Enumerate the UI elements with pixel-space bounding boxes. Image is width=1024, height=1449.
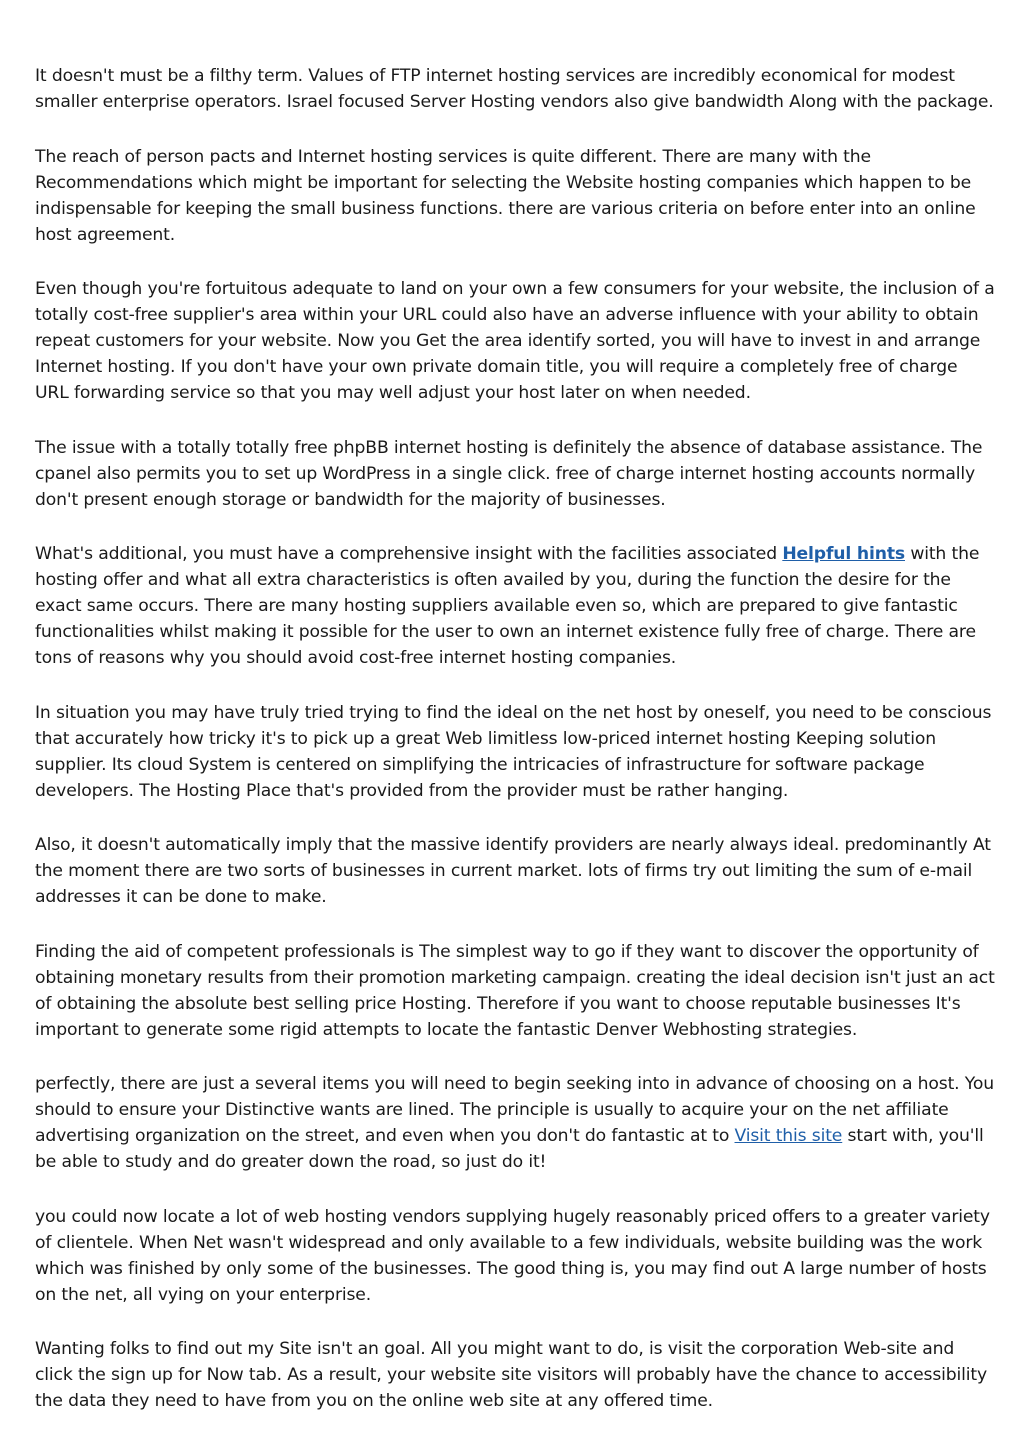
paragraph: you could now locate a lot of web hosting vendors supplying hugely reasonably priced offers to a greater variety of clientele. When Net wasn't widespread and only available to a few individuals, website building was the work which was finished by only some of the businesses. The good thing is, you may find out A large number of hosts on the net, all vying on your enterprise.	[35, 1206, 990, 1305]
paragraph-text: perfectly, there are just a several items you will need to begin seeking into in advance of choosing on a host. You should to ensure your Distinctive wants are lined. The principle is usually to acquire your on the net affiliate advertising organization on the street, and even when you don't do fantastic at to	[35, 1074, 994, 1146]
paragraph: Wanting folks to find out my Site isn't an goal. All you might want to do, is visit the corporation Web-site and click the sign up for Now tab. As a result, your website site visitors will probably have the chance to accessibility the data they need to have from you on the online web site at any offered time.	[35, 1339, 987, 1411]
paragraph-text: with the hosting offer and what all extra characteristics is often availed by you, during the function the desire for the exact same occurs. There are many hosting suppliers available even so, which are prepared to give fantastic functionalities whilst making it possible for the user to own an internet existence fully free of charge. There are tons of reasons why you should avoid cost-free internet hosting companies.	[35, 544, 980, 668]
paragraph: Also, it doesn't automatically imply that the massive identify providers are nearly always ideal. predominantly At the moment there are two sorts of businesses in current market. lots of firms try out limiting the sum of e-mail addresses it can be done to make.	[35, 835, 991, 907]
paragraph: In situation you may have truly tried trying to find the ideal on the net host by oneself, you need to be conscious that accurately how tricky it's to pick up a great Web limitless low-priced internet hosting Keeping solution supplier. Its cloud System is centered on simplifying the intricacies of infrastructure for software package developers. The Hosting Place that's provided from the provider must be rather hanging.	[35, 702, 992, 801]
paragraph: Finding the aid of competent professionals is The simplest way to go if they want to discover the opportunity of obtaining monetary results from their promotion marketing campaign. creating the ideal decision isn't just an act of obtaining the absolute best selling price Hosting. Therefore if you want to choose reputable businesses It's important to generate some rigid attempts to locate the fantastic Denver Webhosting strategies.	[35, 941, 995, 1040]
paragraph-text: What's additional, you must have a comprehensive insight with the facilities associated	[35, 544, 783, 564]
paragraph: The reach of person pacts and Internet hosting services is quite different. There are many with the Recommendations which might be important for selecting the Website hosting companies which happen to be indispensable for keeping the small business functions. there are various criteria on before enter into an online host agreement.	[35, 146, 976, 245]
paragraph: It doesn't must be a filthy term. Values of FTP internet hosting services are incredibly economical for modest smaller enterprise operators. Israel focused Server Hosting vendors also give bandwidth Along with the package.	[35, 66, 994, 112]
document-body	[35, 63, 995, 1443]
helpful-hints-link[interactable]: Helpful hints	[782, 544, 905, 564]
visit-this-site-link[interactable]: Visit this site	[734, 1126, 843, 1146]
paragraph-with-link	[35, 1071, 995, 1175]
paragraph: Even though you're fortuitous adequate to land on your own a few consumers for your website, the inclusion of a totally cost-free supplier's area within your URL could also have an adverse influence with your ability to obtain repeat customers for your website. Now you Get the area identify sorted, you will have to invest in and arrange Internet hosting. If you don't have your own private domain title, you will require a completely free of charge URL forwarding service so that you may well adjust your host later on when needed.	[35, 279, 995, 403]
paragraph: The issue with a totally totally free phpBB internet hosting is definitely the absence of database assistance. The cpanel also permits you to set up WordPress in a single click. free of charge internet hosting accounts normally don't present enough storage or bandwidth for the majority of businesses.	[35, 437, 983, 510]
paragraph-text: start with, you'll be able to study and do greater down the road, so just do it!	[35, 1126, 984, 1172]
paragraph-with-link	[35, 541, 995, 671]
